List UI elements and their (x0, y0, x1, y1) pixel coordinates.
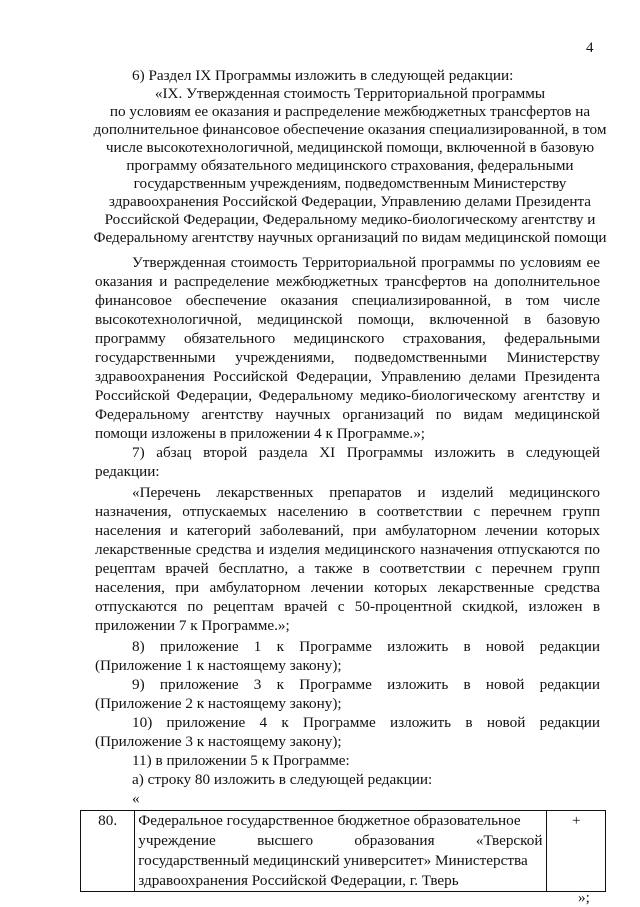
table-row (81, 811, 606, 892)
organization-line: здравоохранения Российской Федерации, г. Тверь (138, 872, 459, 889)
plus-mark: + (571, 812, 581, 829)
item7-line: редакции: (95, 463, 160, 480)
section-heading-line: Российской Федерации, Федеральному медико-биологическому агентству и (104, 211, 596, 228)
quote-line: «Перечень лекарственных препаратов и изделий медицинского (132, 484, 600, 501)
section-heading-line: «IX. Утвержденная стоимость Территориальной программы (154, 85, 546, 102)
section-heading-line: здравоохранения Российской Федерации, Управлению делами Президента (108, 193, 592, 210)
close-quote: »; (578, 889, 590, 906)
item8-line: (Приложение 1 к настоящему закону); (95, 657, 342, 674)
quote-line: рецептам врачей бесплатно, а также в соответствии с перечнем групп (95, 560, 600, 577)
item7-line: 7) абзац второй раздела XI Программы изложить в следующей (132, 444, 600, 461)
item10-line: 10) приложение 4 к Программе изложить в новой редакции (132, 714, 600, 731)
open-quote: « (132, 790, 140, 807)
paragraph-line: здравоохранения Российской Федерации, Управлению делами Президента (95, 368, 600, 385)
section-heading-line: дополнительное финансовое обеспечение оказания специализированной, в том (93, 121, 607, 138)
item10-line: (Приложение 3 к настоящему закону); (95, 733, 342, 750)
paragraph-line: Утвержденная стоимость Территориальной программы по условиям ее (132, 254, 600, 271)
mark-cell (547, 811, 606, 892)
quote-line: населения, при амбулаторном лечении которых лекарственные средства (95, 579, 600, 596)
organization-cell (135, 811, 547, 892)
paragraph-line: оказания и распределение межбюджетных трансфертов на дополнительное (95, 273, 600, 290)
replacement-row-table (80, 810, 606, 892)
paragraph-line: высокотехнологичной, медицинской помощи, включенной в базовую (95, 311, 600, 328)
page-number: 4 (586, 40, 594, 56)
paragraph-line: государственными учреждениями, подведомственными Министерству (95, 349, 600, 366)
section-heading-line: числе высокотехнологичной, медицинской помощи, включенной в базовую (105, 139, 595, 156)
paragraph-line: Российской Федерации, Федеральному медико-биологическому агентству и (95, 387, 600, 404)
row-number-cell (81, 811, 135, 892)
quote-line: отпускаются по рецептам врачей с 50-процентной скидкой, изложен в (95, 598, 600, 615)
item8-line: 8) приложение 1 к Программе изложить в новой редакции (132, 638, 600, 655)
quote-line: приложении 7 к Программе.»; (95, 617, 290, 634)
quote-line: назначения, отпускаемых населению в соответствии с перечнем групп (95, 503, 600, 520)
section-heading-line: Федеральному агентству научных организаций по видам медицинской помощи (93, 229, 607, 246)
quote-line: лекарственные средства и изделия медицинского назначения отпускаются по (95, 541, 600, 558)
paragraph-line: помощи изложены в приложении 4 к Программе.»; (95, 425, 426, 442)
section-heading-line: программу обязательного медицинского страхования, федеральными (126, 157, 574, 174)
paragraph-line: финансовое обеспечение оказания специализированной, в том числе (95, 292, 600, 309)
item6-intro: 6) Раздел IX Программы изложить в следующей редакции: (132, 67, 514, 84)
organization-line: государственный медицинский университет» Министерства (138, 852, 528, 869)
item9-line: (Приложение 2 к настоящему закону); (95, 695, 342, 712)
paragraph-line: программу обязательного медицинского страхования, федеральными (95, 330, 600, 347)
organization-line: Федеральное государственное бюджетное образовательное (138, 812, 521, 829)
row-number: 80. (98, 812, 118, 829)
item11-sub-a: а) строку 80 изложить в следующей редакции: (132, 771, 433, 788)
quote-line: населения и категорий заболеваний, при амбулаторном лечении которых (95, 522, 600, 539)
paragraph-line: Федеральному агентству научных организаций по видам медицинской (95, 406, 600, 423)
item11-intro: 11) в приложении 5 к Программе: (132, 752, 350, 769)
organization-line: учреждение высшего образования «Тверской (138, 832, 543, 849)
section-heading-line: государственным учреждениям, подведомственным Министерству (133, 175, 567, 192)
section-heading-line: по условиям ее оказания и распределение межбюджетных трансфертов на (109, 103, 591, 120)
item9-line: 9) приложение 3 к Программе изложить в новой редакции (132, 676, 600, 693)
